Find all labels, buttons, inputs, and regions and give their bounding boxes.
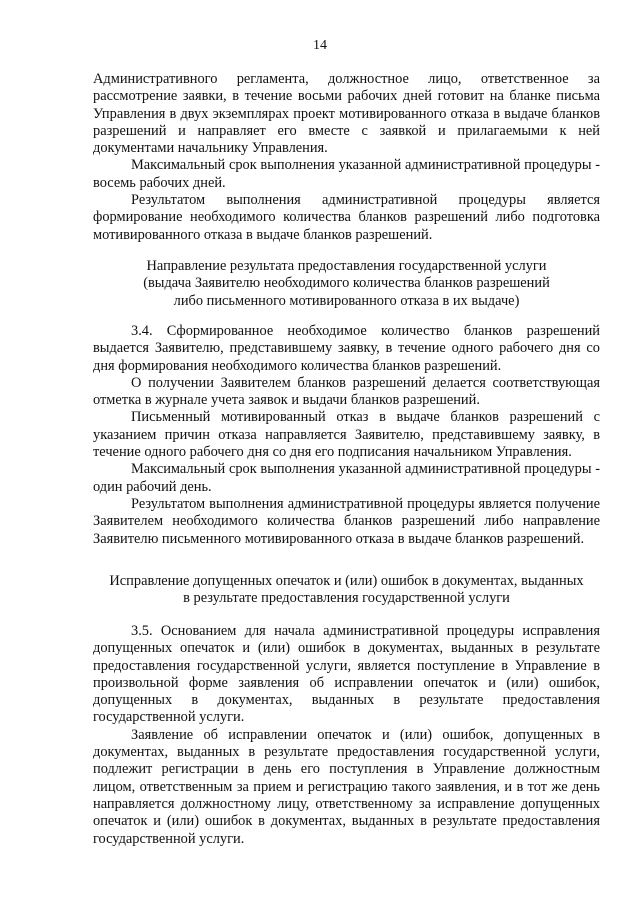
paragraph: Результатом выполнения административной процедуры является получение Заявителем необходимого количества бланков разрешений либо направление Заявителю письменного мотивированного отказа в выдаче бланков разрешений. — [93, 495, 600, 547]
text-block-section-3-5 — [93, 623, 600, 848]
heading-line: в результате предоставления государственной услуги — [183, 590, 510, 607]
heading-line: (выдача Заявителю необходимого количества бланков разрешений — [143, 275, 550, 292]
heading-line: Направление результата предоставления государственной услуги — [146, 258, 547, 274]
paragraph: О получении Заявителем бланков разрешений делается соответствующая отметка в журнале учета заявок и выдачи бланков разрешений. — [93, 374, 600, 409]
heading-line: либо письменного мотивированного отказа в их выдаче) — [173, 292, 520, 309]
text-block-section-3-4 — [93, 323, 600, 548]
paragraph: Результатом выполнения административной процедуры является формирование необходимого количества бланков разрешений либо подготовка мотивированного отказа в выдаче бланков разрешений. — [93, 192, 600, 243]
paragraph: Письменный мотивированный отказ в выдаче бланков разрешений с указанием причин отказа направляется Заявителю, представившему заявку, в течение одного рабочего дня со дня его подписания начальником Управления. — [93, 409, 600, 461]
paragraph: Максимальный срок выполнения указанной административной процедуры - один рабочий день. — [93, 461, 600, 495]
heading-line: Исправление допущенных опечаток и (или) ошибок в документах, выданных — [109, 573, 584, 589]
page-number: 14 — [313, 38, 327, 53]
paragraph: Максимальный срок выполнения указанной административной процедуры - восемь рабочих дней. — [93, 157, 600, 191]
section-heading-result-delivery — [93, 258, 600, 310]
section-heading-corrections — [93, 573, 600, 608]
paragraph: 3.5. Основанием для начала административной процедуры исправления допущенных опечаток и (или) ошибок в документах, выданных в результате предоставления государственной услуги, является поступление в Управление в произвольной форме заявления об исправлении опечаток и (или) ошибок, допущенных в документах, выданных в результате предоставления государственной услуги. — [93, 623, 600, 726]
paragraph: Заявление об исправлении опечаток и (или) ошибок, допущенных в документах, выданных в результате предоставления государственной услуги, подлежит регистрации в день его поступления в Управление должностным лицом, ответственным за прием и регистрацию такого заявления, и в тот же день направляется должностному лицу, ответственному за исправление допущенных опечаток и (или) ошибок в документах, выданных в результате предоставления государственной услуги. — [93, 726, 600, 847]
text-block-procedure — [93, 71, 600, 244]
paragraph: 3.4. Сформированное необходимое количество бланков разрешений выдается Заявителю, представившему заявку, в течение одного рабочего дня со дня формирования необходимого количества бланков разрешений. — [93, 323, 600, 374]
paragraph: Административного регламента, должностное лицо, ответственное за рассмотрение заявки, в течение восьми рабочих дней готовит на бланке письма Управления в двух экземплярах проект мотивированного отказа в выдаче бланков разрешений и направляет его вместе с заявкой и прилагаемыми к ней документами начальнику Управления. — [93, 71, 600, 157]
